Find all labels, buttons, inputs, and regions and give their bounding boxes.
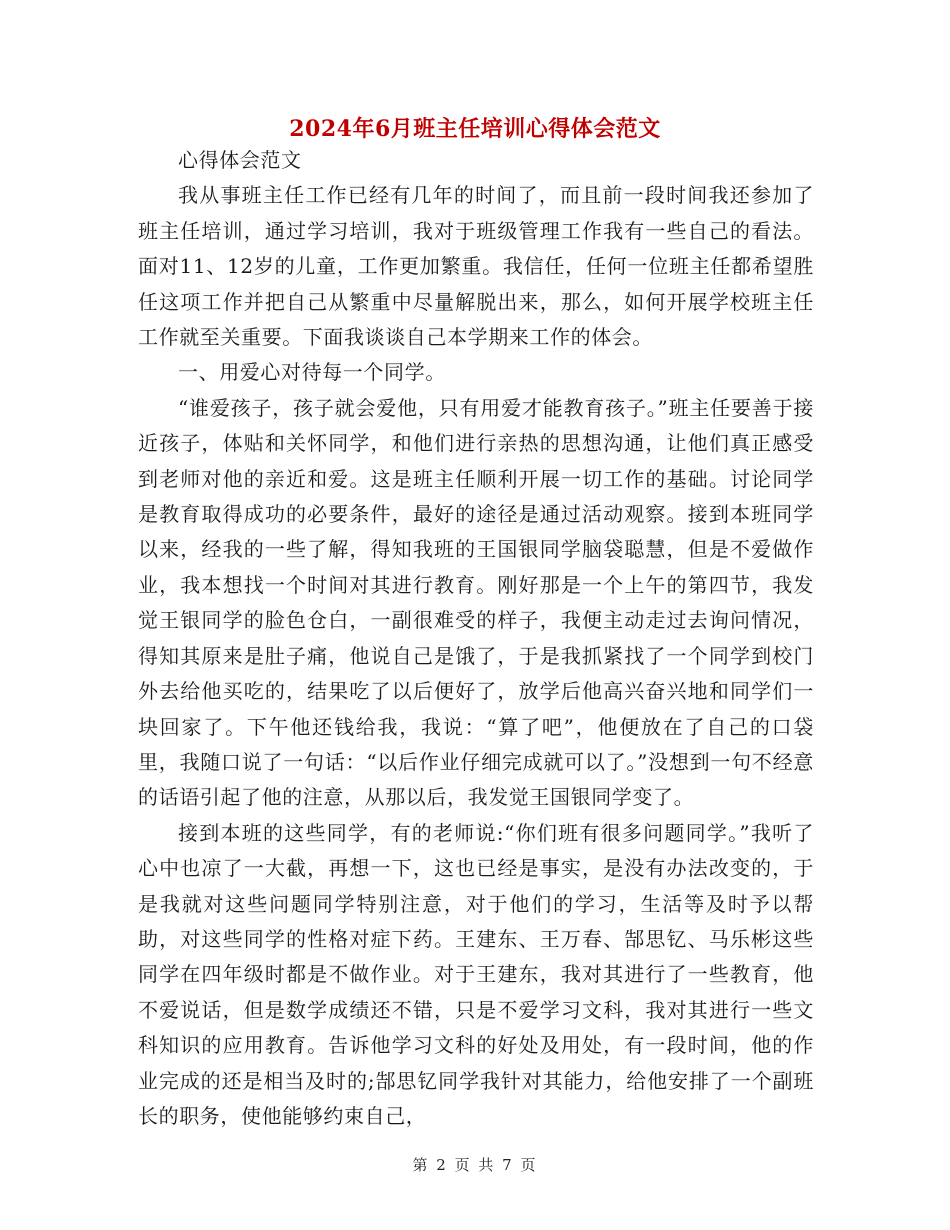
paragraph-intro: 我从事班主任工作已经有几年的时间了，而且前一段时间我还参加了班主任培训，通过学习培训，我对于班级管理工作我有一些自己的看法。面对11、12岁的儿童，工作更加繁重。我信任，任何一位班主任都希望胜任这项工作并把自己从繁重中尽量解脱出来，那么，如何开展学校班主任工作就至关重要。下面我谈谈自己本学期来工作的体会。 [138,183,814,350]
document-title: 2024年6月班主任培训心得体会范文 [289,116,661,142]
paragraph-story: “谁爱孩子，孩子就会爱他，只有用爱才能教育孩子。”班主任要善于接近孩子，体贴和关怀同学，和他们进行亲热的思想沟通，让他们真正感受到老师对他的亲近和爱。这是班主任顺利开展一切工作的基础。讨论同学是教育取得成功的必要条件，最好的途径是通过活动观察。接到本班同学以来，经我的一些了解，得知我班的王国银同学脑袋聪慧，但是不爱做作业，我本想找一个时间对其进行教育。刚好那是一个上午的第四节，我发觉王银同学的脸色仓白，一副很难受的样子，我便主动走过去询问情况，得知其原来是肚子痛，他说自己是饿了，于是我抓紧找了一个同学到校门外去给他买吃的，结果吃了以后便好了，放学后他高兴奋兴地和同学们一块回家了。下午他还钱给我，我说：“算了吧”，他便放在了自己的口袋里，我随口说了一句话：“以后作业仔细完成就可以了。”没想到一句不经意的话语引起了他的注意，从那以后，我发觉王国银同学变了。 [138,395,814,810]
page-footer: 第 2 页 共 7 页 [412,1156,538,1174]
paragraph-problem-students: 接到本班的这些同学，有的老师说:“你们班有很多问题同学。”我听了心中也凉了一大截，再想一下，这也已经是事实，是没有办法改变的，于是我就对这些问题同学特别注意，对于他们的学习，生活等及时予以帮助，对这些同学的性格对症下药。王建东、王万春、郜思钇、马乐彬这些同学在四年级时都是不做作业。对于王建东，我对其进行了一些教育，他不爱说话，但是数学成绩还不错，只是不爱学习文科，我对其进行一些文科知识的应用教育。告诉他学习文科的好处及用处，有一段时间，他的作业完成的还是相当及时的;郜思钇同学我针对其能力，给他安排了一个副班长的职务，使他能够约束自己， [138,820,814,1128]
document-body [138,143,814,1134]
paragraph-subtitle: 心得体会范文 [178,148,302,172]
section-heading: 一、用爱心对待每一个同学。 [178,360,446,385]
